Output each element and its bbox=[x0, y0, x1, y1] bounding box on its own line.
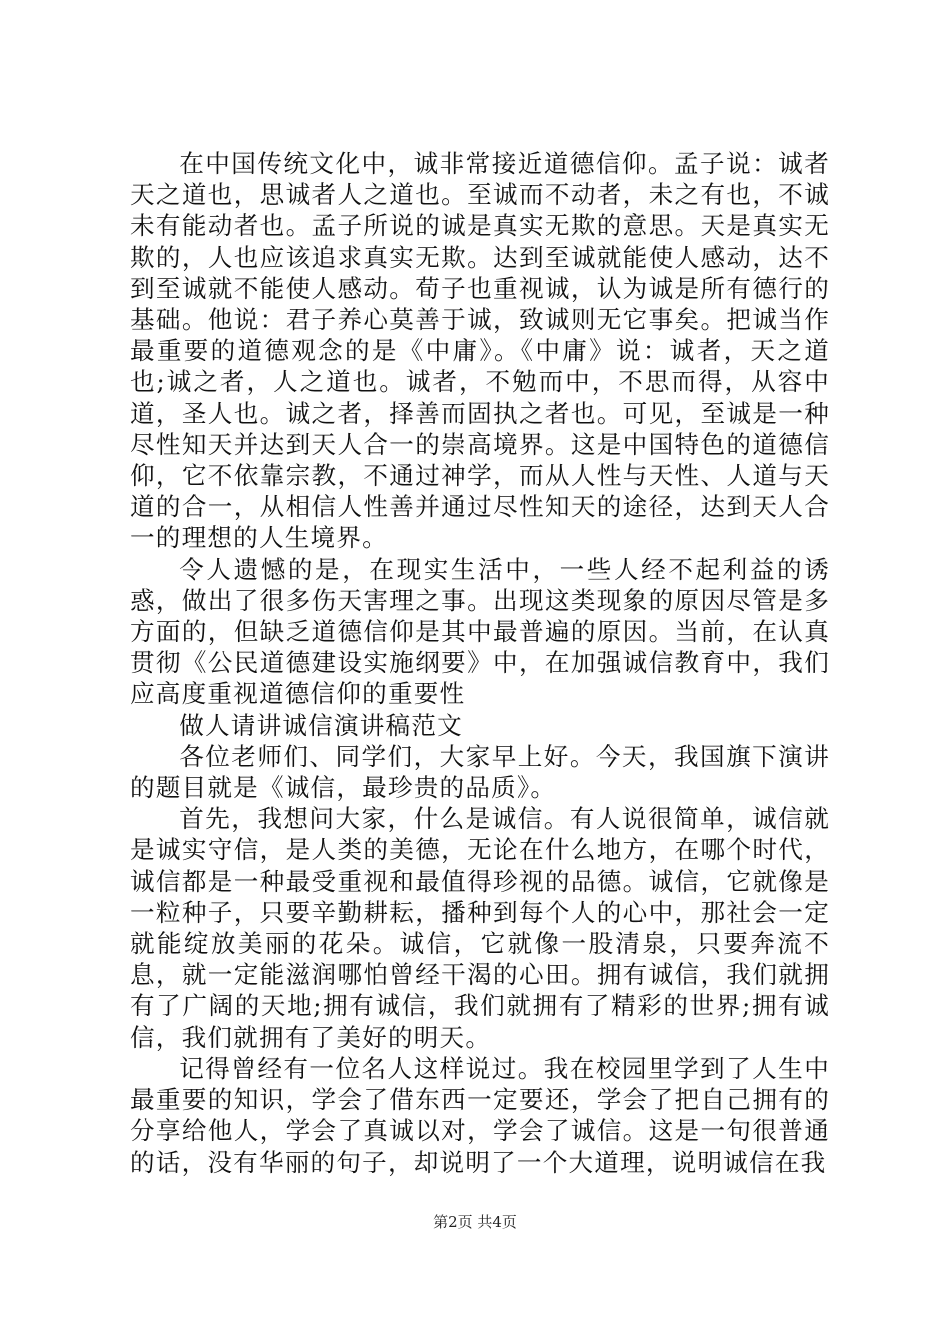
section-title: 做人请讲诚信演讲稿范文 bbox=[179, 710, 463, 740]
paragraph-2: 令人遗憾的是，在现实生活中，一些人经不起利益的诱惑，做出了很多伤天害理之事。出现这类现象的原因尽管是多方面的，但缺乏道德信仰是其中最普遍的原因。当前，在认真贯彻《公民道德建设实施纲要》中，在加强诚信教育中，我们应高度重视道德信仰的重要性 bbox=[130, 554, 830, 709]
paragraph-5: 记得曾经有一位名人这样说过。我在校园里学到了人生中最重要的知识，学会了借东西一定要还，学会了把自己拥有的分享给他人，学会了真诚以对，学会了诚信。这是一句很普通的话，没有华丽的句子，却说明了一个大道理，说明诚信在我 bbox=[130, 1053, 830, 1177]
document-body bbox=[130, 148, 830, 1178]
paragraph-1: 在中国传统文化中，诚非常接近道德信仰。孟子说：诚者天之道也，思诚者人之道也。至诚而不动者，未之有也，不诚未有能动者也。孟子所说的诚是真实无欺的意思。天是真实无欺的，人也应该追求真实无欺。达到至诚就能使人感动，达不到至诚就不能使人感动。荀子也重视诚，认为诚是所有德行的基础。他说：君子养心莫善于诚，致诚则无它事矣。把诚当作最重要的道德观念的是《中庸》。《中庸》说：诚者，天之道也;诚之者，人之道也。诚者，不勉而中，不思而得，从容中道，圣人也。诚之者，择善而固执之者也。可见，至诚是一种尽性知天并达到天人合一的崇高境界。这是中国特色的道德信仰，它不依靠宗教，不通过神学，而从人性与天性、人道与天道的合一，从相信人性善并通过尽性知天的途径，达到天人合一的理想的人生境界。 bbox=[130, 149, 830, 553]
paragraph-4: 首先，我想问大家，什么是诚信。有人说很简单，诚信就是诚实守信，是人类的美德，无论在什么地方，在哪个时代，诚信都是一种最受重视和最值得珍视的品德。诚信，它就像是一粒种子，只要辛勤耕耘，播种到每个人的心中，那社会一定就能绽放美丽的花朵。诚信，它就像一股清泉，只要奔流不息，就一定能滋润哪怕曾经干渴的心田。拥有诚信，我们就拥有了广阔的天地;拥有诚信，我们就拥有了精彩的世界;拥有诚信，我们就拥有了美好的明天。 bbox=[130, 804, 830, 1052]
page-footer bbox=[0, 1211, 950, 1232]
page-number: 第2页 bbox=[433, 1213, 473, 1231]
paragraph-3: 各位老师们、同学们，大家早上好。今天，我国旗下演讲的题目就是《诚信，最珍贵的品质》。 bbox=[130, 741, 830, 803]
page-total: 共4页 bbox=[477, 1213, 517, 1231]
